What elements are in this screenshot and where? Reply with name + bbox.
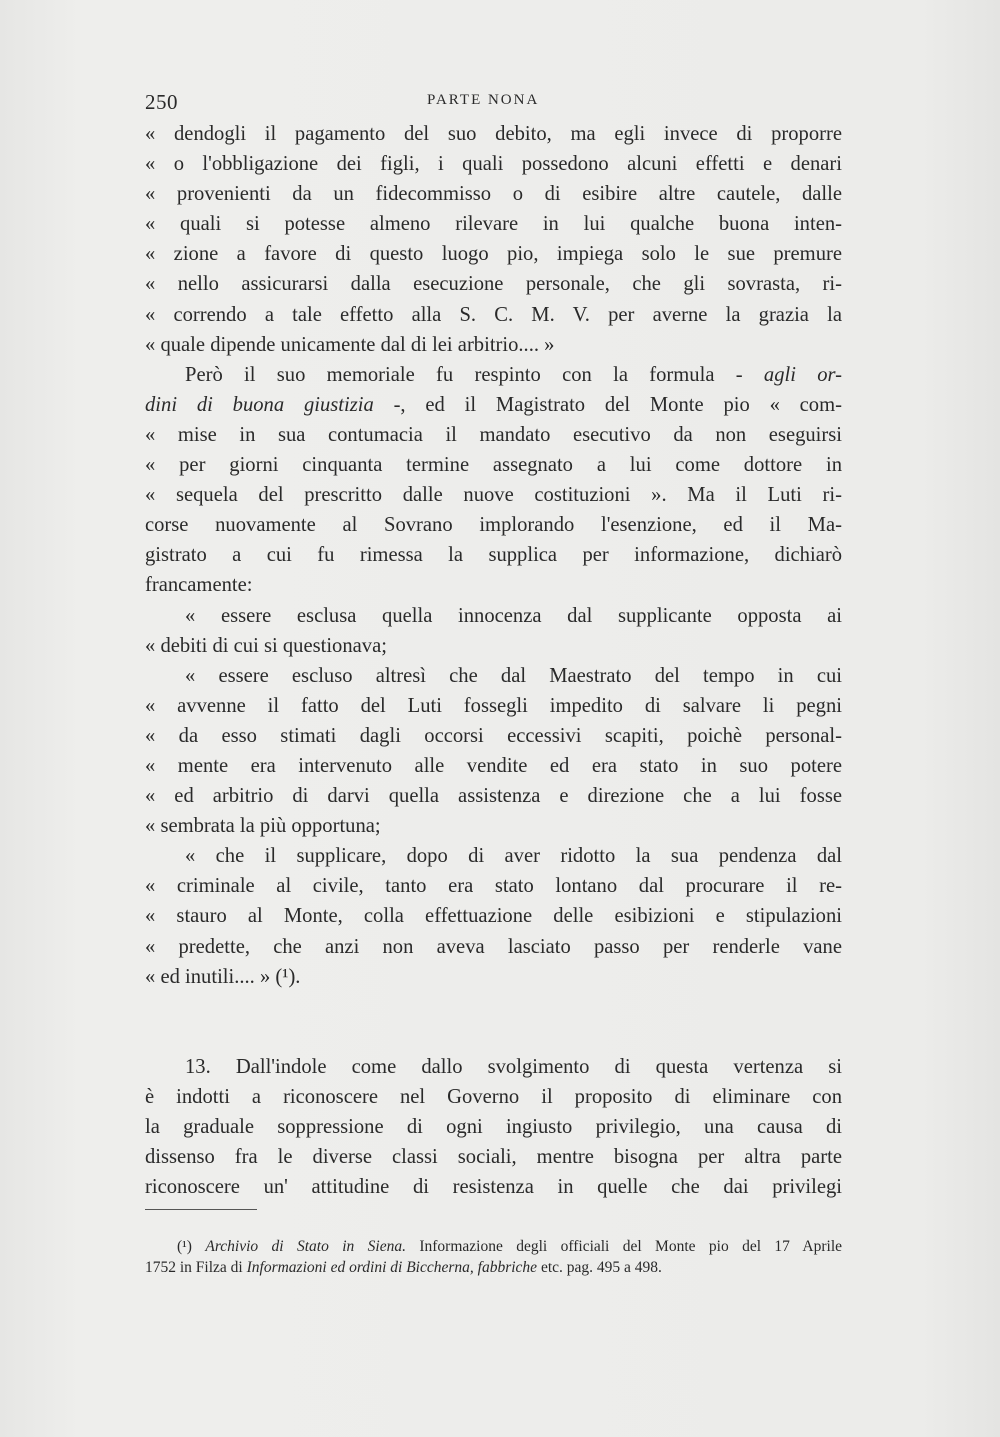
- text-line: francamente:: [145, 574, 253, 597]
- text-line-mixed: [145, 360, 842, 390]
- text-line: « avvenne il fatto del Luti fossegli impedito di salvare li pegni: [145, 694, 842, 717]
- text-line: la graduale soppressione di ogni ingiusto privilegio, una causa di: [145, 1115, 842, 1138]
- text-line: « sembrata la più opportuna;: [145, 815, 381, 838]
- text-line: « quale dipende unicamente dal di lei arbitrio.... »: [145, 333, 555, 356]
- page-header: [145, 90, 842, 118]
- text-line: gistrato a cui fu rimessa la supplica per informazione, dichiarò: [145, 544, 842, 567]
- footnote-italic: Informazioni ed ordini di Biccherna, fabbriche: [246, 1259, 538, 1276]
- line-roman: Però il suo memoriale fu respinto con la formula -: [185, 363, 764, 386]
- text-line: dissenso fra le diverse classi sociali, mentre bisogna per altra parte: [145, 1146, 842, 1168]
- text-line: è indotti a riconoscere nel Governo il proposito di eliminare con: [145, 1085, 842, 1108]
- footnote-text: etc. pag. 495 a 498.: [540, 1259, 662, 1276]
- text-line: « nello assicurarsi dalla esecuzione personale, che gli sovrasta, ri-: [145, 273, 842, 296]
- text-line: « dendogli il pagamento del suo debito, ma egli invece di proporre: [145, 123, 842, 145]
- text-line: « essere esclusa quella innocenza dal supplicante opposta ai: [185, 604, 842, 627]
- text-line: 13. Dall'indole come dallo svolgimento di questa vertenza si: [185, 1055, 842, 1078]
- text-line: « predette, che anzi non aveva lasciato passo per renderle vane: [145, 935, 842, 958]
- footnote-line: [145, 1257, 842, 1278]
- text-line: « provenienti da un fidecommisso o di esibire altre cautele, dalle: [145, 183, 842, 206]
- text-line: « mente era intervenuto alle vendite ed era stato in suo potere: [145, 754, 842, 777]
- running-head: PARTE NONA: [427, 92, 540, 108]
- page-number: 250: [145, 90, 178, 114]
- body-text: [145, 119, 842, 1202]
- text-line: « debiti di cui si questionava;: [145, 634, 387, 657]
- footnote-text: 1752 in Filza di: [145, 1259, 243, 1276]
- text-line: « che il supplicare, dopo di aver ridotto la sua pendenza dal: [185, 845, 842, 868]
- text-line: « ed arbitrio di darvi quella assistenza e direzione che a lui fosse: [145, 785, 842, 808]
- text-line-mixed: [145, 390, 842, 420]
- text-line: « o l'obbligazione dei figli, i quali possedono alcuni effetti e denari: [145, 153, 842, 176]
- footnote-rule: [145, 1209, 257, 1210]
- footnote-marker: (¹): [177, 1238, 192, 1255]
- text-line: « quali si potesse almeno rilevare in lui qualche buona inten-: [145, 213, 842, 236]
- text-line: « ed inutili.... » (¹).: [145, 965, 301, 988]
- footnote-text: Informazione degli officiali del Monte pio del 17 Aprile: [419, 1238, 843, 1255]
- footnote-source: Archivio di Stato in Siena.: [205, 1238, 406, 1255]
- text-line: riconoscere un' attitudine di resistenza in quelle che dai privilegi: [145, 1176, 842, 1199]
- footnote-line: [145, 1236, 842, 1257]
- text-line: « stauro al Monte, colla effettuazione delle esibizioni e stipulazioni: [145, 905, 842, 928]
- italic-fragment: agli or-: [763, 363, 842, 386]
- text-line: « sequela del prescritto dalle nuove costituzioni ». Ma il Luti ri-: [145, 484, 842, 507]
- text-line: corse nuovamente al Sovrano implorando l'esenzione, ed il Ma-: [145, 514, 842, 537]
- text-line: « per giorni cinquanta termine assegnato a lui come dottore in: [145, 454, 842, 477]
- text-line: « zione a favore di questo luogo pio, impiega solo le sue premure: [145, 243, 842, 266]
- italic-fragment: dini di buona giustizia: [145, 393, 374, 416]
- paragraph-gap: [145, 992, 842, 1052]
- text-line: « essere escluso altresì che dal Maestrato del tempo in cui: [185, 664, 842, 687]
- footnote: [145, 1236, 842, 1278]
- text-line: « mise in sua contumacia il mandato esecutivo da non eseguirsi: [145, 423, 842, 446]
- line-roman: -, ed il Magistrato del Monte pio « com-: [373, 393, 842, 416]
- text-line: « criminale al civile, tanto era stato lontano dal procurare il re-: [145, 875, 842, 898]
- text-line: « correndo a tale effetto alla S. C. M. V. per averne la grazia la: [145, 303, 842, 326]
- text-line: « da esso stimati dagli occorsi eccessivi scapiti, poichè personal-: [145, 724, 842, 747]
